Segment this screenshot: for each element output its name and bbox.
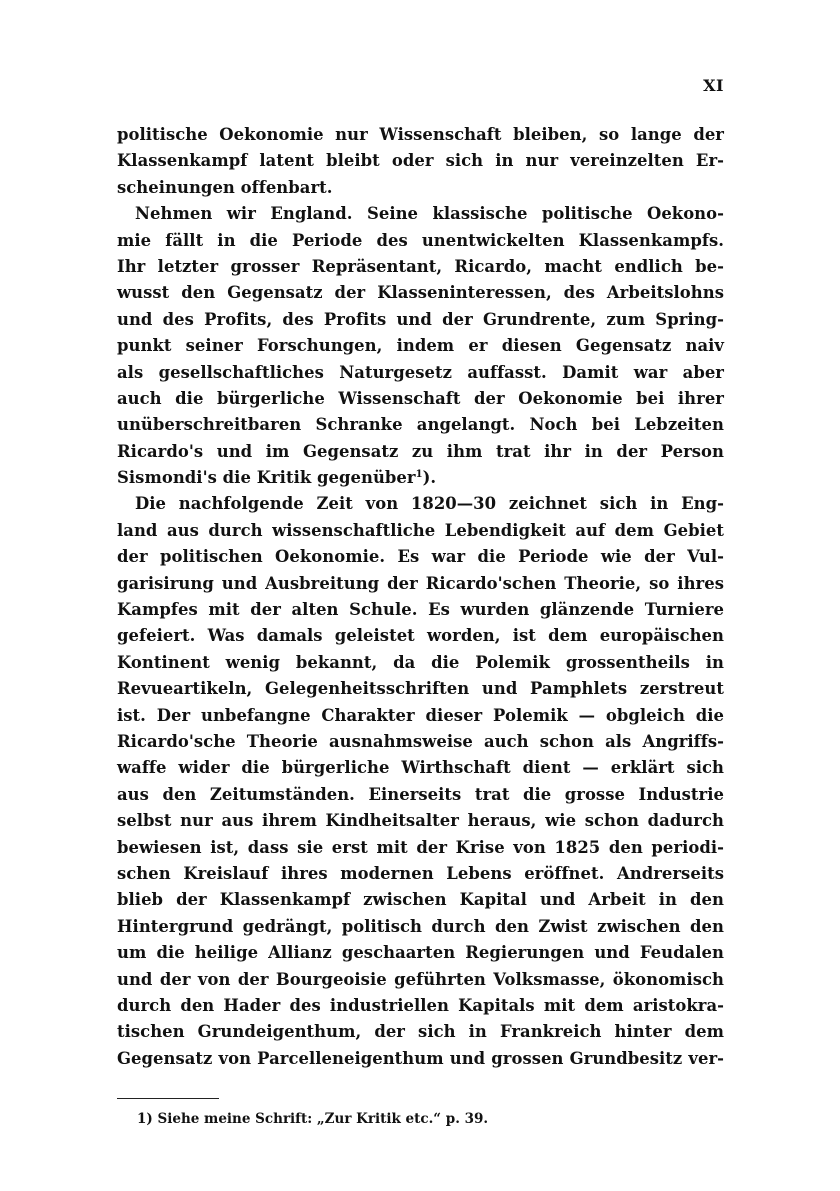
text-line: Klassenkampf latent bleibt oder sich in nur vereinzelten Er- xyxy=(117,151,724,171)
footnote xyxy=(137,1109,488,1129)
text-line: Nehmen wir England. Seine klassische politische Oekono- xyxy=(135,204,724,224)
text-line: als gesellschaftliches Naturgesetz auffasst. Damit war aber xyxy=(117,362,724,382)
text-line: gefeiert. Was damals geleistet worden, ist dem europäischen xyxy=(117,626,724,646)
text-line: Ricardo's und im Gegensatz zu ihm trat ihr in der Person xyxy=(117,441,724,461)
text-line: Die nachfolgende Zeit von 1820—30 zeichnet sich in Eng- xyxy=(135,494,724,514)
text-line: Revueartikeln, Gelegenheitsschriften und Pamphlets zerstreut xyxy=(117,679,724,699)
text-line: und der von der Bourgeoisie geführten Volksmasse, ökonomisch xyxy=(117,969,724,989)
footnote-text: Siehe meine Schrift: „Zur Kritik etc.“ p. 39. xyxy=(157,1111,489,1127)
text-line: durch den Hader des industriellen Kapitals mit dem aristokra- xyxy=(117,995,724,1015)
text-line: ist. Der unbefangne Charakter dieser Polemik — obgleich die xyxy=(117,705,724,725)
text-line: Ihr letzter grosser Repräsentant, Ricardo, macht endlich be- xyxy=(117,256,724,276)
text-line: Gegensatz von Parcelleneigenthum und grossen Grundbesitz ver- xyxy=(117,1048,724,1068)
text-line-with-footnote-ref xyxy=(117,465,724,491)
text-line: und des Profits, des Profits und der Grundrente, zum Spring- xyxy=(117,309,724,329)
text-line: auch die bürgerliche Wissenschaft der Oekonomie bei ihrer xyxy=(117,388,724,408)
text-line: Hintergrund gedrängt, politisch durch den Zwist zwischen den xyxy=(117,916,724,936)
page-number: XI xyxy=(703,76,724,95)
text-line: wusst den Gegensatz der Klasseninteressen, des Arbeitslohns xyxy=(117,283,724,303)
text-line: Sismondi's die Kritik gegenüber xyxy=(117,468,416,488)
text-line: tischen Grundeigenthum, der sich in Frankreich hinter dem xyxy=(117,1022,724,1042)
text-line: blieb der Klassenkampf zwischen Kapital und Arbeit in den xyxy=(117,890,724,910)
text-line: land aus durch wissenschaftliche Lebendigkeit auf dem Gebiet xyxy=(117,520,724,540)
text-line: scheinungen offenbart. xyxy=(117,177,333,197)
text-line: der politischen Oekonomie. Es war die Periode wie der Vul- xyxy=(117,547,724,567)
footnote-reference: 1 xyxy=(415,469,423,481)
text-line: aus den Zeitumständen. Einerseits trat die grosse Industrie xyxy=(117,784,724,804)
text-line: Kontinent wenig bekannt, da die Polemik grossentheils in xyxy=(117,652,724,672)
footnote-divider xyxy=(117,1098,219,1099)
text-line: punkt seiner Forschungen, indem er diesen Gegensatz naiv xyxy=(117,336,724,356)
text-line: um die heilige Allianz geschaarten Regierungen und Feudalen xyxy=(117,943,724,963)
text-line: schen Kreislauf ihres modernen Lebens eröffnet. Andrerseits xyxy=(117,863,724,883)
text-line: politische Oekonomie nur Wissenschaft bleiben, so lange der xyxy=(117,125,724,144)
text-line: selbst nur aus ihrem Kindheitsalter heraus, wie schon dadurch xyxy=(117,811,724,831)
text-line: Ricardo'sche Theorie ausnahmsweise auch schon als Angriffs- xyxy=(117,731,724,751)
footnote-marker: 1) xyxy=(137,1111,153,1127)
text-line: bewiesen ist, dass sie erst mit der Krise von 1825 den periodi- xyxy=(117,837,724,857)
text-line: unüberschreitbaren Schranke angelangt. Noch bei Lebzeiten xyxy=(117,415,724,435)
text-line: Kampfes mit der alten Schule. Es wurden glänzende Turniere xyxy=(117,600,724,620)
text-line: mie fällt in die Periode des unentwickelten Klassenkampfs. xyxy=(117,230,724,250)
text-line: garisirung und Ausbreitung der Ricardo'schen Theorie, so ihres xyxy=(117,573,724,593)
footnote-reference-tail: ). xyxy=(422,468,437,488)
body-text xyxy=(117,122,724,1072)
text-line: waffe wider die bürgerliche Wirthschaft dient — erklärt sich xyxy=(117,758,724,778)
